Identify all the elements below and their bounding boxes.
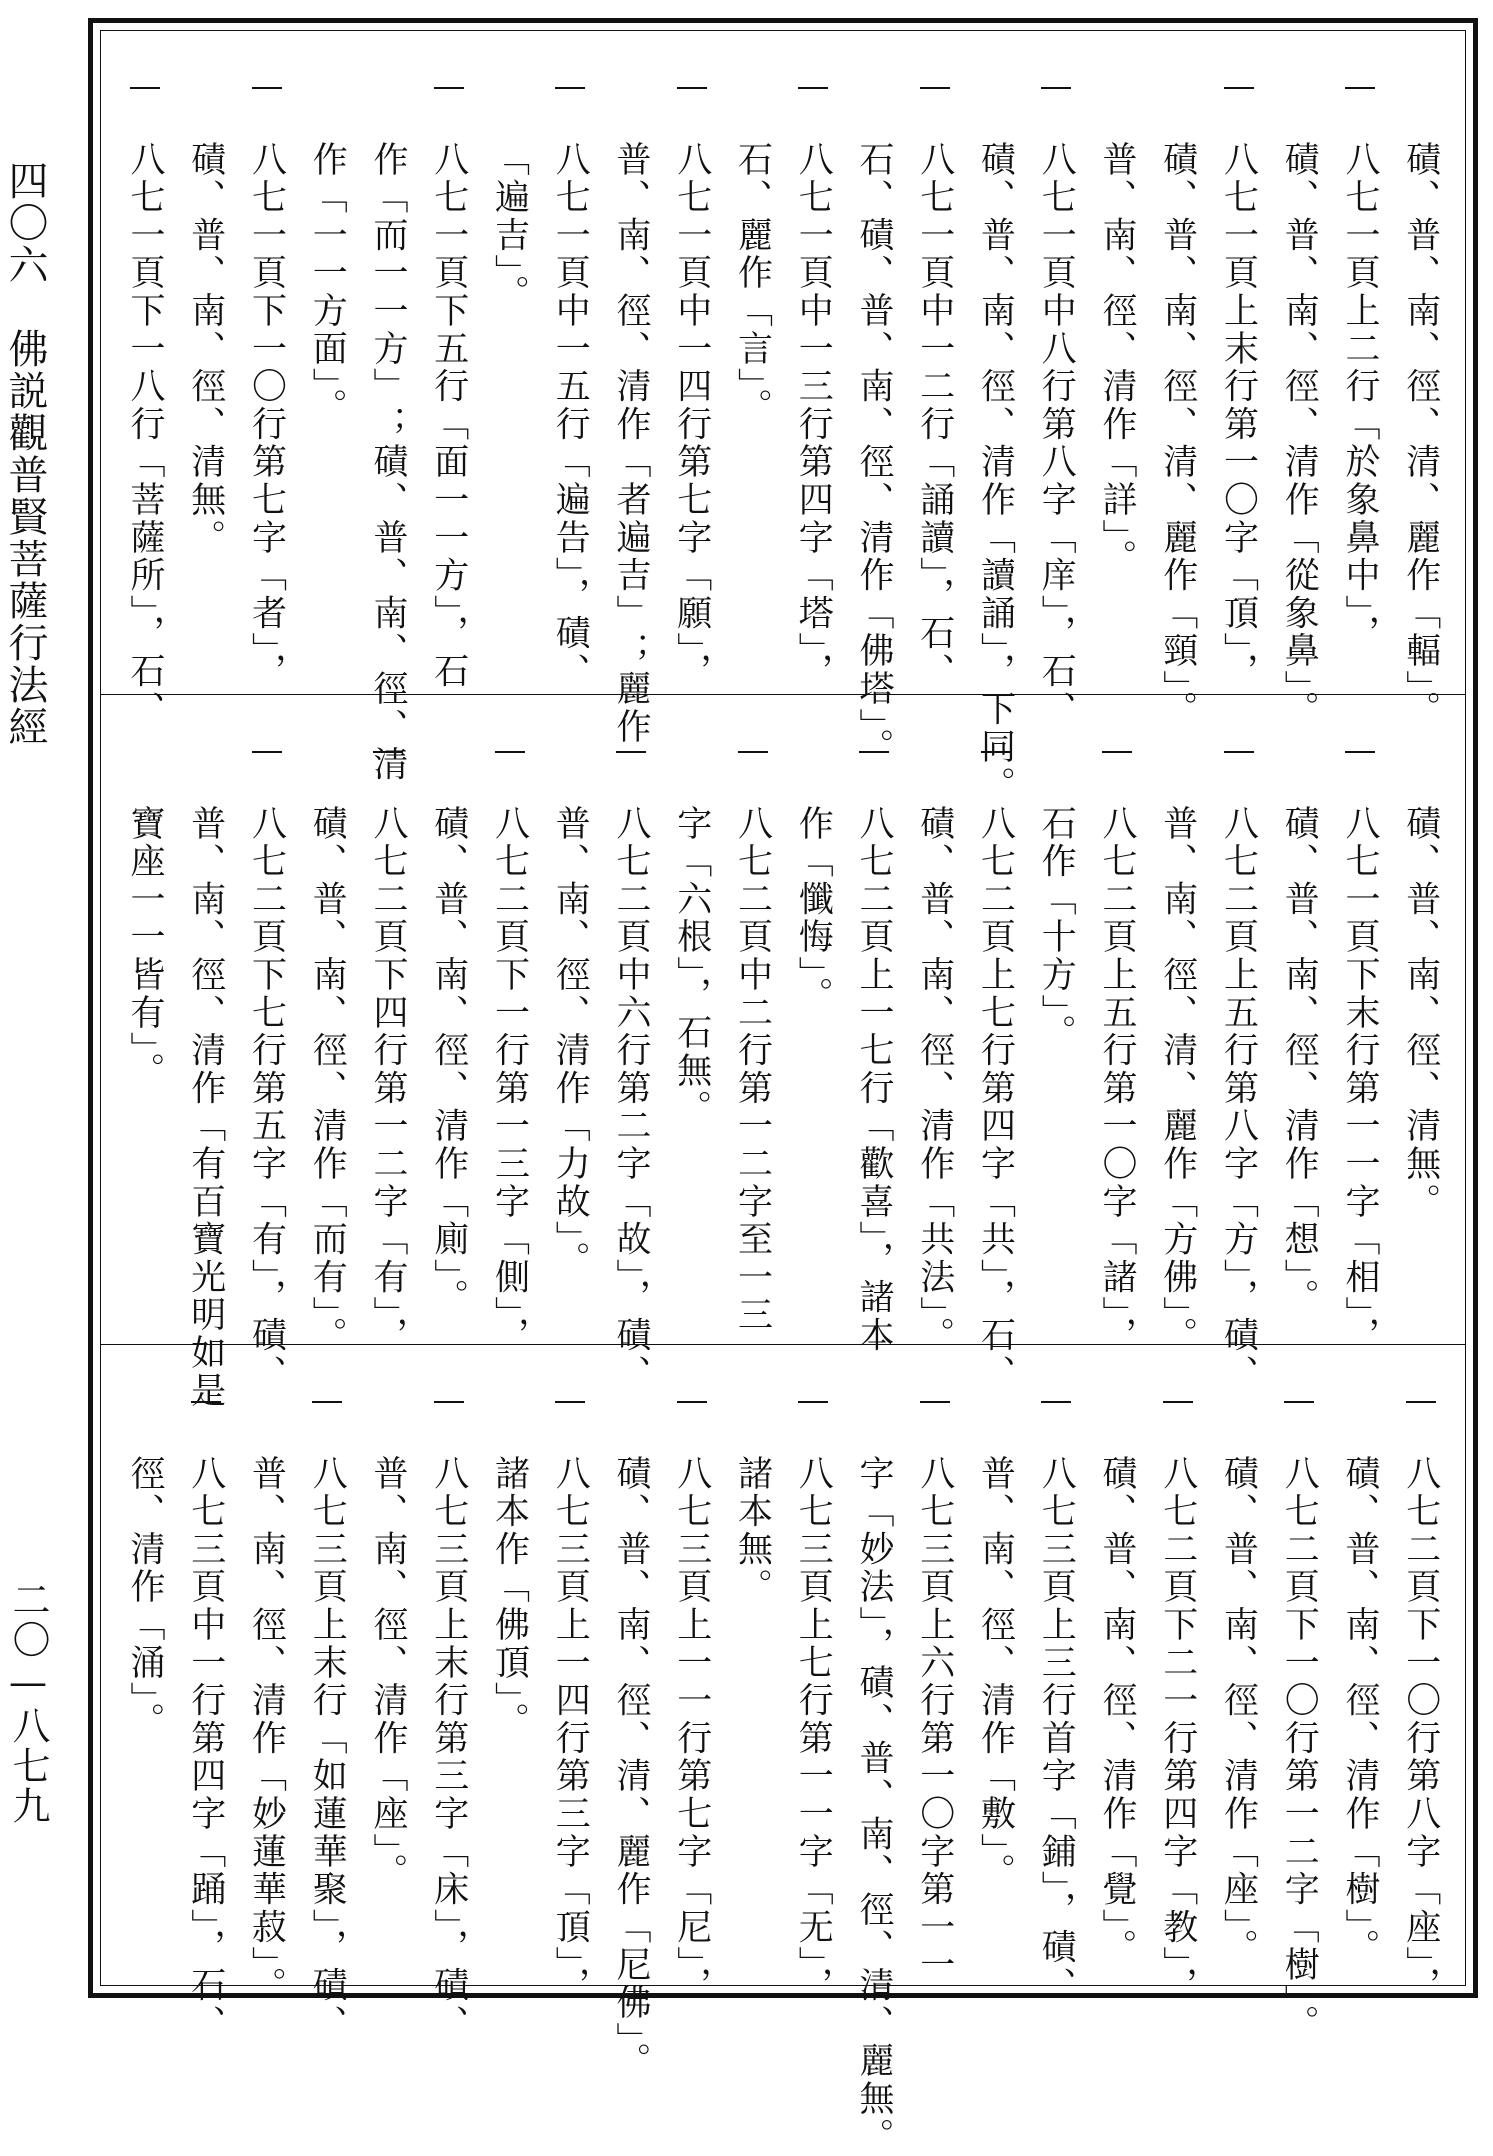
collation-text: 磧、普、南、徑、清作「座」。	[1218, 1455, 1259, 1967]
collation-column	[178, 695, 234, 1410]
collation-text: 八七三頁上末行「如蓮華聚」，磧、	[307, 1455, 348, 2043]
collation-text: 八七二頁中六行第二字「故」，磧、	[611, 805, 651, 1393]
collation-text: 普、南、徑、清作「敷」。	[975, 1455, 1016, 1892]
entry-dash-marker	[555, 87, 585, 89]
collation-text: 八七二頁下一〇行第一二字「樹」。	[1279, 1455, 1320, 2043]
collation-text: 磧、普、南、徑、清作「想」。	[1279, 805, 1320, 1317]
collation-text: 八七一頁下末行第一一字「相」，	[1340, 805, 1380, 1355]
collation-text: 磧、普、南、徑、清作「從象鼻」。	[1279, 141, 1320, 729]
collation-text: 磧、普、南、徑、清、麗作「輻」。	[1400, 141, 1441, 729]
collation-text: 普、南、徑、清、麗作「方佛」。	[1157, 805, 1198, 1355]
collation-column	[542, 695, 598, 1344]
entry-dash-marker	[677, 1401, 707, 1403]
entry-dash-marker	[434, 1401, 464, 1403]
collation-column	[1393, 695, 1449, 1344]
entry-dash-marker	[1284, 1401, 1314, 1403]
entry-dash-marker	[738, 751, 768, 753]
collation-column	[117, 31, 173, 729]
collation-column	[1089, 695, 1145, 1355]
collation-column	[421, 695, 477, 1344]
collation-text: 八七三頁上七行第一一字「无」，	[793, 1455, 834, 2005]
collation-column	[907, 695, 963, 1355]
collation-column	[299, 695, 355, 1355]
collation-column	[664, 1345, 720, 2005]
collation-text: 普、南、徑、清作「者遍吉」；麗作	[611, 141, 651, 746]
entry-dash-marker	[130, 87, 160, 89]
collation-text: 八七三頁中一行第四字「踊」，石、	[185, 1455, 226, 2043]
collation-text: 八七一頁下一八行「菩薩所」，石、	[125, 141, 165, 729]
entry-dash-marker	[1163, 1401, 1193, 1403]
collation-column	[1150, 1345, 1206, 2005]
collation-text: 諸本作「佛頂」。	[489, 1455, 530, 1740]
collation-text: 石作「十方」。	[1036, 805, 1077, 1053]
collation-text: 字「六根」，石無。	[671, 805, 712, 1128]
entry-dash-marker	[1041, 87, 1071, 89]
collation-column	[239, 1345, 295, 2005]
collation-text: 磧、普、南、徑、清作「共法」。	[914, 805, 955, 1355]
collation-text: 磧、普、南、徑、清作「廁」。	[428, 805, 469, 1317]
entry-dash-marker	[312, 1401, 342, 1403]
collation-text: 石、磧、普、南、徑、清作「佛塔」。	[854, 141, 894, 767]
collation-column	[1332, 1345, 1388, 1985]
collation-text: 作「一一方面」。	[307, 141, 348, 426]
collation-column	[664, 695, 720, 1344]
margin-title: 四〇六 佛説觀普賢菩薩行法經	[2, 160, 48, 748]
collation-column	[907, 1345, 963, 1985]
collation-column	[117, 1345, 173, 1985]
collation-column	[846, 31, 902, 767]
collation-text: 「遍吉」。	[489, 141, 530, 313]
collation-text: 八七二頁下七行第五字「有」，磧、	[246, 805, 287, 1393]
collation-column	[846, 1345, 902, 2156]
collation-text: 八七一頁下五行「面一一方」，石	[428, 141, 469, 691]
collation-text: 八七三頁上一一行第七字「尼」，	[671, 1455, 712, 2005]
collation-column	[360, 695, 416, 1355]
collation-text: 諸本無。	[732, 1455, 773, 1607]
entry-dash-marker	[1224, 87, 1254, 89]
collation-column	[1150, 695, 1206, 1355]
collation-text: 磧、普、南、徑、清無。	[1400, 805, 1441, 1221]
collation-text: 八七二頁上五行第一〇字「諸」，	[1097, 805, 1137, 1355]
collation-column	[360, 31, 416, 784]
collation-text: 作「懺悔」。	[793, 805, 834, 1015]
entry-dash-marker	[434, 87, 464, 89]
entry-dash-marker	[1041, 1401, 1071, 1403]
collation-column	[725, 1345, 781, 1985]
collation-column	[1028, 31, 1084, 729]
collation-text: 八七一頁上末行第一〇字「頂」，	[1218, 141, 1259, 691]
collation-column	[360, 1345, 416, 1985]
collation-column	[603, 695, 659, 1393]
collation-text: 八七一頁中一三行第四字「塔」，	[793, 141, 834, 691]
entry-dash-marker	[981, 751, 1011, 753]
collation-column	[725, 695, 781, 1344]
collation-column	[1211, 1345, 1267, 1985]
collation-text: 八七三頁上末行第三字「床」，磧、	[428, 1455, 469, 2043]
collation-column	[1393, 1345, 1449, 2005]
collation-text: 寶座一一皆有」。	[125, 805, 165, 1090]
collation-column	[1089, 1345, 1145, 1985]
collation-column	[1393, 31, 1449, 729]
collation-text: 徑、清作「涌」。	[125, 1455, 165, 1740]
collation-column	[1332, 31, 1388, 694]
entry-dash-marker	[677, 87, 707, 89]
collation-text: 八七二頁上七行第四字「共」，石、	[975, 805, 1016, 1393]
collation-column	[178, 31, 234, 694]
collation-text: 八七二頁上一七行「歡喜」，諸本	[854, 805, 894, 1355]
collation-text: 八七三頁上六行第一〇字第一一	[914, 1455, 955, 1985]
entry-dash-marker	[798, 1401, 828, 1403]
collation-text: 磧、普、南、徑、清無。	[185, 141, 226, 557]
collation-column	[421, 1345, 477, 2043]
collation-text: 八七二頁下二一行第四字「教」，	[1157, 1455, 1198, 2005]
collation-column	[299, 1345, 355, 2043]
collation-column	[239, 31, 295, 694]
collation-text: 磧、普、南、徑、清作「讀誦」，下同。	[975, 141, 1016, 804]
collation-column	[1271, 31, 1327, 729]
collation-text: 八七一頁中八行第八字「庠」，石、	[1036, 141, 1077, 729]
collation-column	[1089, 31, 1145, 694]
collation-column	[968, 1345, 1024, 1985]
collation-column	[239, 695, 295, 1393]
collation-column	[542, 1345, 598, 2005]
collation-column	[603, 1345, 659, 2081]
entry-dash-marker	[616, 751, 646, 753]
collation-column	[117, 695, 173, 1344]
entry-dash-marker	[859, 751, 889, 753]
collation-column	[785, 695, 841, 1344]
collation-column	[664, 31, 720, 694]
entry-dash-marker	[920, 87, 950, 89]
collation-text: 字「妙法」，磧、普、南、徑、清、麗無。	[854, 1455, 894, 2156]
collation-text: 磧、普、南、徑、清、麗作「頸」。	[1157, 141, 1198, 729]
collation-text: 八七二頁上五行第八字「方」，磧、	[1218, 805, 1259, 1393]
collation-text: 八七二頁下四行第一二字「有」，	[368, 805, 408, 1355]
collation-text: 石、麗作「言」。	[732, 141, 773, 426]
margin-page-number: 二〇—八七九	[6, 1580, 50, 1826]
collation-column	[1332, 695, 1388, 1355]
collation-text: 八七二頁下一行第一三字「側」，	[489, 805, 530, 1355]
collation-band-bottom	[101, 1345, 1465, 2156]
entry-dash-marker	[191, 1401, 221, 1403]
collation-text: 八七一頁中一二行「誦讀」，石、	[914, 141, 955, 691]
collation-text: 磧、普、南、徑、清、麗作「尼佛」。	[611, 1455, 651, 2081]
entry-dash-marker	[1224, 751, 1254, 753]
collation-text: 八七三頁上一四行第三字「頂」，	[550, 1455, 591, 2005]
entry-dash-marker	[1345, 751, 1375, 753]
collation-column	[1028, 1345, 1084, 2005]
collation-column	[1271, 1345, 1327, 2043]
entry-dash-marker	[1102, 751, 1132, 753]
entry-dash-marker	[252, 751, 282, 753]
collation-band-top	[101, 31, 1465, 804]
collation-column	[1150, 31, 1206, 729]
collation-band-middle	[101, 695, 1465, 1410]
collation-text: 八七二頁中二行第一二字至一三	[732, 805, 773, 1335]
collation-text: 作「而一一方」；磧、普、南、徑、清	[368, 141, 408, 784]
collation-text: 八七三頁上三行首字「鋪」，磧、	[1036, 1455, 1077, 2005]
page-inner-frame	[100, 30, 1466, 2156]
collation-column	[482, 1345, 538, 1985]
collation-text: 八七二頁下一〇行第八字「座」，	[1400, 1455, 1441, 2005]
entry-dash-marker	[920, 1401, 950, 1403]
collation-column	[603, 31, 659, 746]
collation-column	[968, 695, 1024, 1393]
collation-column	[725, 31, 781, 694]
entry-dash-marker	[555, 1401, 585, 1403]
collation-column	[1271, 695, 1327, 1344]
collation-column	[1028, 695, 1084, 1344]
collation-column	[968, 31, 1024, 804]
collation-text: 磧、普、南、徑、清作「而有」。	[307, 805, 348, 1355]
entry-dash-marker	[1406, 1401, 1436, 1403]
collation-text: 磧、普、南、徑、清作「覺」。	[1097, 1455, 1137, 1967]
collation-column	[421, 31, 477, 694]
entry-dash-marker	[798, 87, 828, 89]
collation-text: 普、南、徑、清作「詳」。	[1097, 141, 1137, 578]
collation-column	[299, 31, 355, 694]
collation-column	[1211, 31, 1267, 694]
entry-dash-marker	[252, 87, 282, 89]
collation-text: 普、南、徑、清作「有百寶光明如是	[185, 805, 226, 1410]
collation-column	[785, 1345, 841, 2005]
collation-column	[178, 1345, 234, 2043]
collation-column	[542, 31, 598, 694]
collation-text: 普、南、徑、清作「力故」。	[550, 805, 591, 1279]
collation-column	[907, 31, 963, 694]
entry-dash-marker	[373, 751, 403, 753]
collation-text: 八七一頁上二行「於象鼻中」，	[1340, 141, 1380, 653]
collation-text: 八七一頁中一五行「遍告」，磧、	[550, 141, 591, 691]
collation-column	[846, 695, 902, 1355]
collation-text: 普、南、徑、清作「座」。	[368, 1455, 408, 1892]
collation-column	[785, 31, 841, 694]
entry-dash-marker	[1345, 87, 1375, 89]
collation-column	[1211, 695, 1267, 1393]
collation-text: 磧、普、南、徑、清作「樹」。	[1340, 1455, 1380, 1967]
collation-text: 八七一頁下一〇行第七字「者」，	[246, 141, 287, 691]
collation-column	[482, 31, 538, 694]
page-frame	[88, 18, 1478, 2156]
collation-column	[482, 695, 538, 1355]
collation-text: 八七一頁中一四行第七字「願」，	[671, 141, 712, 691]
entry-dash-marker	[495, 751, 525, 753]
collation-text: 普、南、徑、清作「妙蓮華菽」。	[246, 1455, 287, 2005]
